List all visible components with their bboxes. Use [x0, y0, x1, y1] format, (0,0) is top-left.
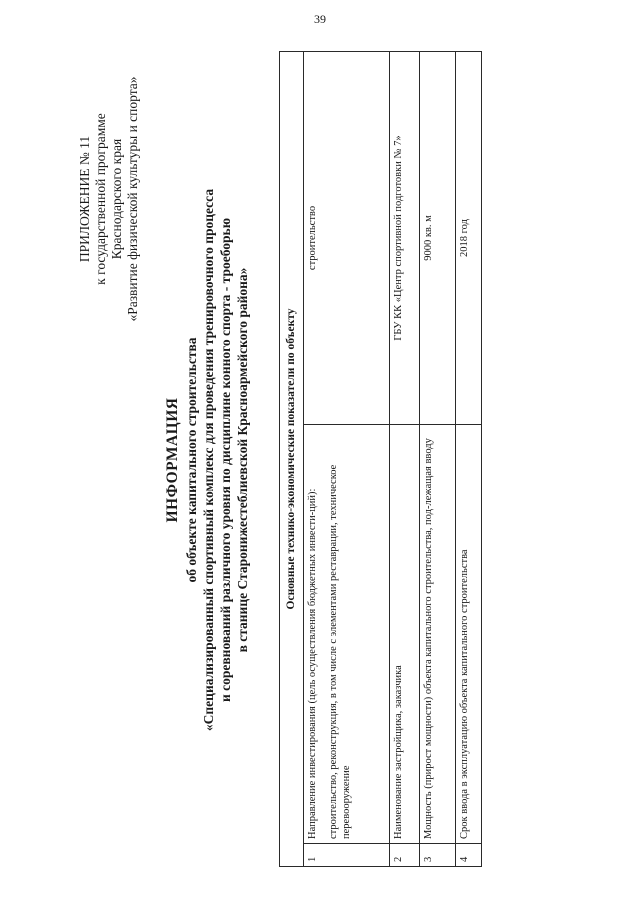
appendix-program: к государственной программе [93, 113, 108, 285]
table-section-header: Основные технико-экономические показатели по объекту [280, 52, 304, 867]
row-label-text: Направление инвестирования (цель осуществления бюджетных инвести-ций): [307, 488, 318, 839]
document-subtitle: об объекте капитального строительства [184, 337, 199, 583]
row-label [304, 425, 390, 844]
rotated-document-body [57, 45, 527, 875]
appendix-program-name: «Развитие физической культуры и спорта» [125, 76, 140, 322]
page-number: 39 [314, 12, 326, 26]
tech-indicators-table [279, 51, 482, 867]
row-value: строительство [304, 52, 390, 425]
table-row [390, 52, 420, 867]
document-title: ИНФОРМАЦИЯ [164, 397, 181, 523]
document-heading [163, 45, 251, 875]
table-row [456, 52, 482, 867]
appendix-region: Краснодарского края [109, 138, 124, 260]
object-name-line-2: и соревнований различного уровня по дисциплине конного спорта - троеборью [218, 217, 233, 703]
appendix-number: ПРИЛОЖЕНИЕ № 11 [77, 135, 92, 263]
row-label: Наименование застройщика, заказчика [390, 425, 420, 844]
row-value: 9000 кв. м [420, 52, 456, 425]
table-row [304, 52, 390, 867]
row-label: Мощность (прирост мощности) объекта капитального строительства, под-лежащая вводу [420, 425, 456, 844]
object-name-line-3: в станице Старонижестеблиевской Красноармейского района» [235, 267, 250, 653]
row-value: ГБУ КК «Центр спортивной подготовки № 7» [390, 52, 420, 425]
appendix-block [77, 69, 141, 329]
row-value: 2018 год [456, 52, 482, 425]
row-number: 3 [420, 844, 456, 867]
row-number: 1 [304, 844, 390, 867]
row-number: 2 [390, 844, 420, 867]
table-section-row [280, 52, 304, 867]
row-label-note: строительство, реконструкция, в том числе с элементами реставрации, техническое перевооружение [328, 464, 352, 839]
object-name-line-1: «Специализированный спортивный комплекс для проведения тренировочного процесса [201, 188, 216, 732]
row-number: 4 [456, 844, 482, 867]
table-row [420, 52, 456, 867]
row-label: Срок ввода в эксплуатацию объекта капитального строительства [456, 425, 482, 844]
